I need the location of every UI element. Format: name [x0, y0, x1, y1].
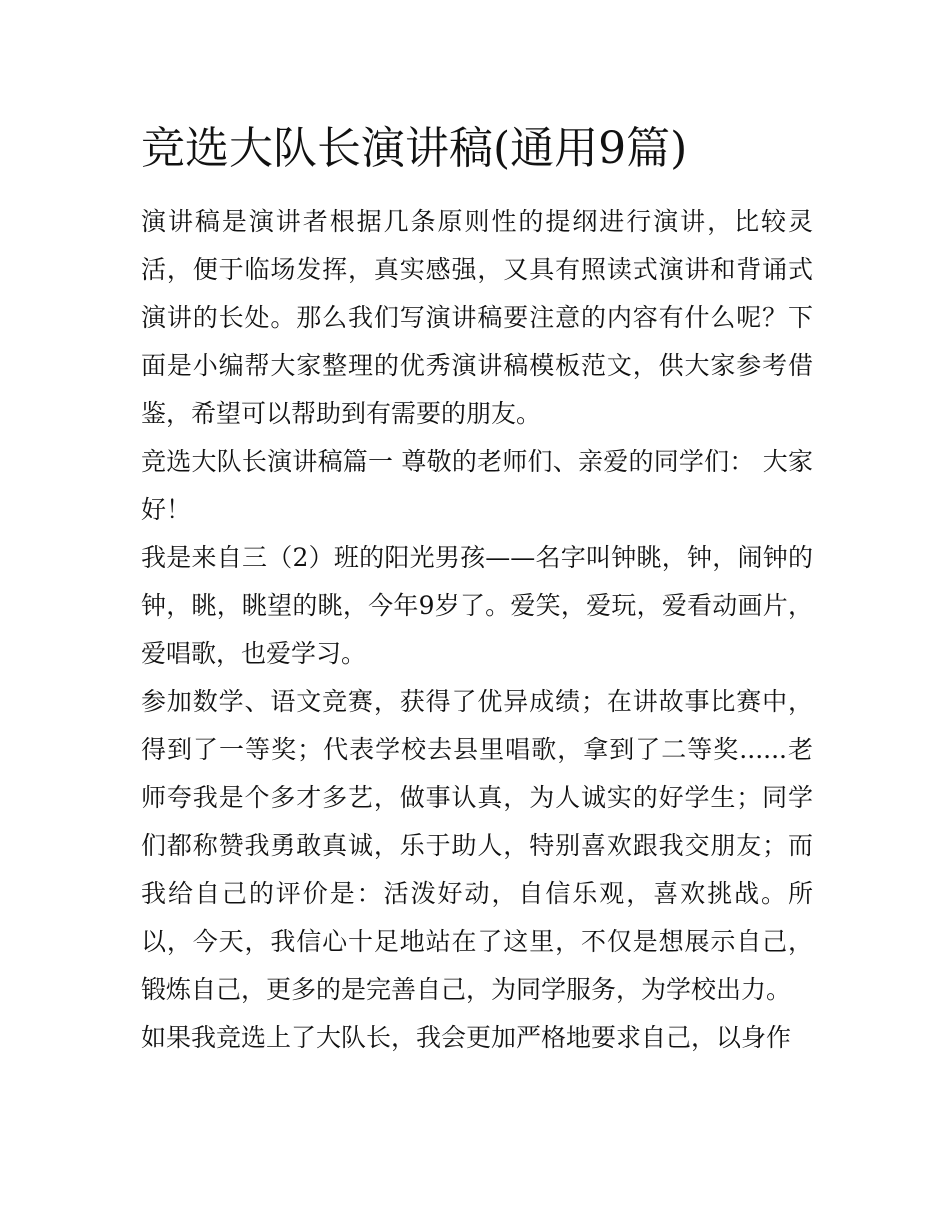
paragraph-greeting: 竞选大队长演讲稿篇一 尊敬的老师们、亲爱的同学们： 大家好！: [141, 447, 813, 524]
document-title: 竞选大队长演讲稿(通用9篇): [141, 123, 688, 174]
paragraph-intro: 演讲稿是演讲者根据几条原则性的提纲进行演讲，比较灵活，便于临场发挥，真实感强，又具有照读式演讲和背诵式演讲的长处。那么我们写演讲稿要注意的内容有什么呢？下面是小编帮大家整理的优秀演讲稿模板范文，供大家参考借鉴，希望可以帮助到有需要的朋友。: [141, 207, 813, 428]
paragraph-self-introduction: 我是来自三（2）班的阳光男孩——名字叫钟眺，钟，闹钟的钟，眺，眺望的眺，今年9岁了。爱笑，爱玩，爱看动画片，爱唱歌，也爱学习。: [141, 543, 813, 668]
document-body: [141, 198, 813, 1062]
paragraph-achievements: 参加数学、语文竞赛，获得了优异成绩；在讲故事比赛中，得到了一等奖；代表学校去县里唱歌，拿到了二等奖......老师夸我是个多才多艺，做事认真，为人诚实的好学生；同学们都称赞我勇敢真诚，乐于助人，特别喜欢跟我交朋友；而我给自己的评价是：活泼好动，自信乐观，喜欢挑战。所以，今天，我信心十足地站在了这里，不仅是想展示自己，锻炼自己，更多的是完善自己，为同学服务，为学校出力。: [141, 687, 813, 1004]
paragraph-promise: 如果我竞选上了大队长，我会更加严格地要求自己，以身作: [141, 1023, 792, 1052]
